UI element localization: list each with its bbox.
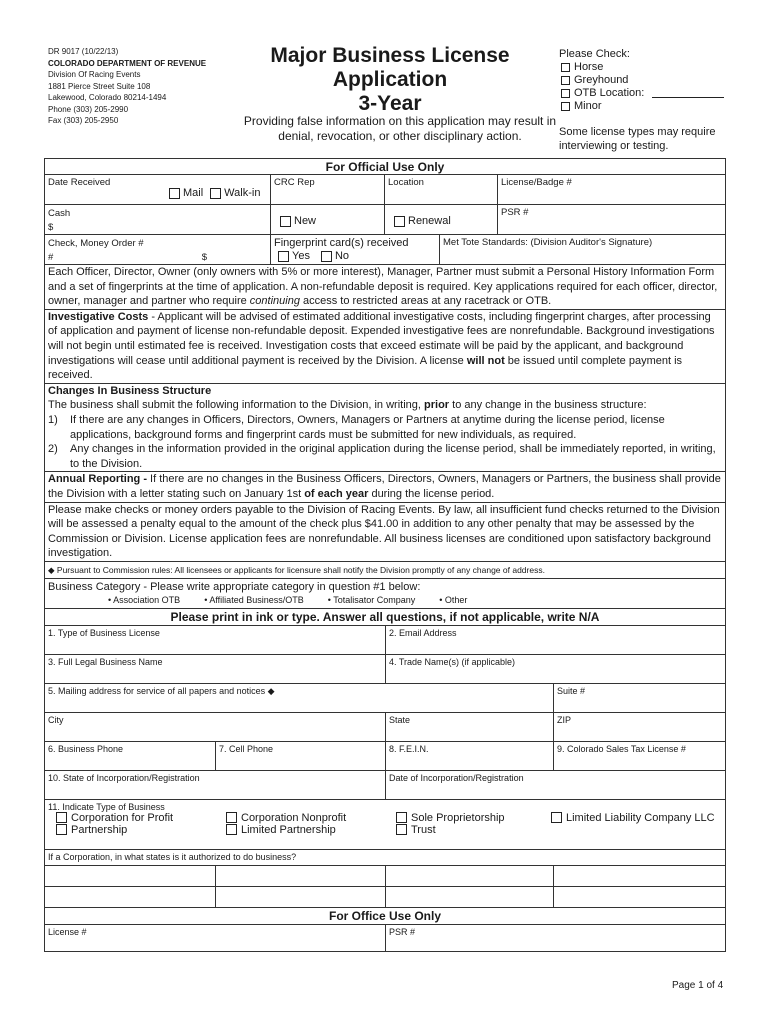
list-text: Any changes in the information provided in the original application during the license period, shall be immediately reported, in writing, to the Division. <box>70 443 716 470</box>
category-option: • Affiliated Business/OTB <box>204 594 304 605</box>
office-license-label: License # <box>48 926 87 937</box>
biz-label: Sole Proprietorship <box>411 811 505 824</box>
office-use-band: For Office Use Only <box>45 908 725 925</box>
suite-field[interactable] <box>554 684 725 712</box>
form-title <box>240 44 540 116</box>
checkbox[interactable] <box>321 251 332 262</box>
p1-text: Each Officer, Director, Owner (only owners with 5% or more interest), Manager, Partner must submit a Personal History Information Form and a set of fingerprints at the time of application. A non-refundable deposit is required. Key applications required for each officer, director, owner, manager and partner who require <box>48 266 718 308</box>
category-option: • Totalisator Company <box>327 594 416 605</box>
check-otb-location[interactable] <box>559 87 739 100</box>
p1-italic: continuing <box>249 295 300 308</box>
corp-state-field[interactable] <box>216 866 386 886</box>
state-label: State <box>389 714 411 725</box>
state-field[interactable] <box>386 713 554 741</box>
corp-states-row <box>45 887 725 908</box>
address-line-1: 1881 Pierce Street Suite 108 <box>48 81 151 91</box>
q-row-6 <box>45 771 725 800</box>
q1-label: 1. Type of Business License <box>48 627 160 638</box>
p2-bold: will not <box>466 354 505 367</box>
checkbox[interactable] <box>396 812 407 823</box>
yes-label: Yes <box>292 250 310 262</box>
checkbox[interactable] <box>551 812 562 823</box>
q6-label: 6. Business Phone <box>48 743 124 754</box>
q-row-1 <box>45 626 725 655</box>
checkbox[interactable] <box>56 824 67 835</box>
personal-history-paragraph <box>45 265 725 310</box>
annual-reporting-paragraph <box>45 472 725 502</box>
met-tote-label: Met Tote Standards: (Division Auditor's Signature) <box>443 237 653 248</box>
city-label: City <box>48 714 64 725</box>
checkbox[interactable] <box>226 812 237 823</box>
biz-label: Corporation Nonprofit <box>241 811 347 824</box>
list-text: If there are any changes in Officers, Directors, Owners, Managers or Partners at anytime during the license period, license applications, background forms and fingerprint cards must be submitted for new individuals, as required. <box>70 413 665 441</box>
phone: Phone (303) 205-2990 <box>48 104 129 114</box>
category-option: • Association OTB <box>108 594 181 605</box>
office-psr-label: PSR # <box>389 926 416 937</box>
p1-end: access to restricted areas at any racetrack or OTB. <box>299 295 552 308</box>
q2-label: 2. Email Address <box>389 627 457 638</box>
q7-label: 7. Cell Phone <box>219 743 274 754</box>
dollar-sign: $ <box>48 222 54 233</box>
new-label: New <box>294 215 317 227</box>
corp-state-field[interactable] <box>386 866 554 886</box>
zip-label: ZIP <box>557 714 572 725</box>
official-row-1 <box>45 175 725 205</box>
office-row <box>45 925 725 951</box>
p3-end: to any change in the business structure: <box>449 399 647 412</box>
p4-heading: Annual Reporting - <box>48 473 147 486</box>
business-phone-field[interactable] <box>45 742 216 770</box>
date-received-label: Date Received <box>48 177 111 188</box>
check-minor[interactable] <box>559 100 739 113</box>
q-row-5 <box>45 742 725 771</box>
renewal-cell[interactable] <box>385 205 498 234</box>
crc-rep-cell[interactable] <box>271 175 385 204</box>
trade-name-field[interactable] <box>386 655 725 683</box>
hash-sign: # <box>48 252 54 263</box>
legal-name-field[interactable] <box>45 655 386 683</box>
fein-field[interactable] <box>386 742 554 770</box>
fingerprint-label: Fingerprint card(s) received <box>274 237 409 249</box>
biz-label: Trust <box>411 823 436 836</box>
check-greyhound[interactable] <box>559 74 739 87</box>
biz-label: Corporation for Profit <box>71 811 174 824</box>
business-type-section <box>45 800 725 850</box>
investigative-costs-paragraph <box>45 310 725 384</box>
fax: Fax (303) 205-2950 <box>48 116 119 125</box>
psr-cell[interactable] <box>498 205 725 234</box>
no-label: No <box>334 250 350 262</box>
official-row-2 <box>45 205 725 235</box>
new-option[interactable] <box>280 215 316 227</box>
cash-cell[interactable] <box>45 205 271 234</box>
list-item <box>48 442 722 471</box>
check-label: Minor <box>574 100 602 112</box>
business-structure-paragraph <box>45 384 725 473</box>
list-number: 1) <box>48 413 58 426</box>
p2-text: - Applicant will be advised of estimated additional investigative costs, including fingerprint charges, after processing of application and payment of license non-refundable deposit. Expended investigative fees are nonrefundable. Background investigations will not begin until estimated fee is received. Investigation costs that exceed estimate will be paid by the applicant, and background investigations will cease until additional payment is received by the Division. A license <box>48 310 715 367</box>
renewal-option[interactable] <box>394 215 451 227</box>
license-badge-cell[interactable] <box>498 175 725 204</box>
p3-text: The business shall submit the following information to the Division, in writing, <box>48 399 425 412</box>
p4-end: during the license period. <box>368 487 495 500</box>
fingerprint-cell[interactable] <box>271 235 440 264</box>
q8-label: 8. F.E.I.N. <box>389 743 429 754</box>
check-horse[interactable] <box>559 61 739 74</box>
print-instructions-band: Please print in ink or type. Answer all questions, if not applicable, write N/A <box>45 609 725 626</box>
date-received-cell[interactable] <box>45 175 271 204</box>
checkbox[interactable] <box>561 76 570 85</box>
fingerprint-options <box>278 250 349 263</box>
checkbox[interactable] <box>280 216 291 227</box>
cell-phone-field[interactable] <box>216 742 386 770</box>
mail-label: Mail <box>183 187 204 199</box>
q-row-3 <box>45 684 725 713</box>
mailing-address-field[interactable] <box>45 684 554 712</box>
business-license-type-field[interactable] <box>45 626 386 654</box>
dollar-sign-2: $ <box>201 252 207 263</box>
form-id: DR 9017 (10/22/13) <box>48 47 119 56</box>
location-cell[interactable] <box>385 175 498 204</box>
corp-states-label: If a Corporation, in what states is it authorized to do business? <box>45 850 725 866</box>
form-frame <box>44 158 726 952</box>
biz-sole-proprietor[interactable] <box>394 812 549 824</box>
biz-corp-profit[interactable] <box>54 812 224 824</box>
checkbox[interactable] <box>561 102 570 111</box>
city-field[interactable] <box>45 713 386 741</box>
cash-label: Cash <box>48 208 71 219</box>
page-number: Page 1 of 4 <box>672 980 724 991</box>
license-badge-label: License/Badge # <box>501 177 572 188</box>
corp-state-field[interactable] <box>386 887 554 907</box>
address-change-notice: ◆ Pursuant to Commission rules: All licensees or applicants for licensure shall notify the Division promptly of any change of address. <box>45 562 725 579</box>
interview-note: Some license types may require interviewing or testing. <box>559 126 716 152</box>
p2-heading: Investigative Costs <box>48 310 149 323</box>
payment-paragraph: Please make checks or money orders payable to the Division of Racing Events. By law, all insufficient fund checks returned to the Division will be assessed a penalty equal to the amount of the check plus $41.00 in addition to any other penalty that may be assessed by the Commission or Division. License application fees are nonrefundable. All business licenses are conditioned upon satisfactory background investigation. <box>45 503 725 562</box>
corp-state-field[interactable] <box>216 887 386 907</box>
address-line-2: Lakewood, Colorado 80214-1494 <box>48 93 167 102</box>
corp-state-field[interactable] <box>45 866 216 886</box>
office-license-field[interactable] <box>45 925 386 951</box>
office-psr-field[interactable] <box>386 925 725 951</box>
q9-label: 9. Colorado Sales Tax License # <box>557 743 686 754</box>
title-line-3: 3-Year <box>358 92 422 115</box>
check-money-order-cell[interactable] <box>45 235 271 264</box>
met-tote-cell[interactable] <box>440 235 725 264</box>
sales-tax-license-field[interactable] <box>554 742 725 770</box>
title-line-1: Major Business License <box>270 44 510 67</box>
biz-trust[interactable] <box>394 824 549 836</box>
check-label: Horse <box>574 61 604 73</box>
state-of-incorporation-field[interactable] <box>45 771 386 799</box>
title-line-2: Application <box>332 68 448 91</box>
psr-label: PSR # <box>501 207 529 218</box>
license-type-checks <box>559 48 739 153</box>
please-check-label: Please Check: <box>559 48 630 60</box>
checkbox[interactable] <box>396 824 407 835</box>
official-row-3 <box>45 235 725 265</box>
checkbox[interactable] <box>210 188 221 199</box>
checkbox[interactable] <box>561 63 570 72</box>
category-label: Business Category - Please write appropriate category in question #1 below: <box>48 580 421 593</box>
biz-limited-partnership[interactable] <box>224 824 394 836</box>
department-name: COLORADO DEPARTMENT OF REVENUE <box>48 58 207 68</box>
checkbox[interactable] <box>278 251 289 262</box>
q3-label: 3. Full Legal Business Name <box>48 656 163 667</box>
false-info-warning: Providing false information on this application may result in denial, revocation, or other disciplinary action. <box>243 114 557 143</box>
location-label: Location <box>388 177 424 188</box>
category-options <box>48 594 722 607</box>
biz-label: Limited Partnership <box>241 823 336 836</box>
checkbox[interactable] <box>169 188 180 199</box>
q4-label: 4. Trade Name(s) (if applicable) <box>389 656 516 667</box>
p4-bold: of each year <box>304 487 369 500</box>
category-option: • Other <box>439 594 468 605</box>
check-label: OTB Location: <box>574 87 645 99</box>
checkbox[interactable] <box>561 89 570 98</box>
q10-label: 10. State of Incorporation/Registration <box>48 772 200 783</box>
p4-text: If there are no changes in the Business Officers, Directors, Owners, Managers or Partners, the business shall provide the Division with a letter stating such on January 1st <box>48 473 721 500</box>
department-block <box>48 46 206 127</box>
mail-option[interactable] <box>169 187 260 199</box>
corp-state-field[interactable] <box>45 887 216 907</box>
renewal-label: Renewal <box>408 215 451 227</box>
division-name: Division Of Racing Events <box>48 70 141 79</box>
business-category <box>45 579 725 609</box>
suite-label: Suite # <box>557 685 586 696</box>
biz-label: Limited Liability Company LLC <box>566 811 715 824</box>
corp-states-row <box>45 866 725 887</box>
walk-in-label: Walk-in <box>224 187 261 199</box>
biz-partnership[interactable] <box>54 824 224 836</box>
date-inc-label: Date of Incorporation/Registration <box>389 772 524 783</box>
check-label: Greyhound <box>574 74 629 86</box>
p3-heading: Changes In Business Structure <box>48 384 212 397</box>
email-field[interactable] <box>386 626 725 654</box>
checkbox[interactable] <box>394 216 405 227</box>
official-use-band: For Official Use Only <box>45 159 725 175</box>
list-number: 2) <box>48 443 58 456</box>
q11-label: 11. Indicate Type of Business <box>48 801 165 812</box>
biz-llc[interactable] <box>549 812 719 824</box>
crc-rep-label: CRC Rep <box>274 177 315 188</box>
q5-label: 5. Mailing address for service of all papers and notices ◆ <box>48 685 275 696</box>
checkbox[interactable] <box>226 824 237 835</box>
p3-bold: prior <box>424 399 450 412</box>
corp-state-field[interactable] <box>554 887 725 907</box>
business-type-options <box>48 812 722 836</box>
new-cell[interactable] <box>271 205 385 234</box>
date-of-incorporation-field[interactable] <box>386 771 725 799</box>
otb-location-field[interactable] <box>652 89 724 98</box>
zip-field[interactable] <box>554 713 725 741</box>
check-money-order-label: Check, Money Order # <box>48 238 144 249</box>
q-row-2 <box>45 655 725 684</box>
p2-end: be issued until complete payment is received. <box>48 354 683 382</box>
list-item <box>48 413 722 442</box>
q-row-4 <box>45 713 725 742</box>
biz-corp-nonprofit[interactable] <box>224 812 394 824</box>
corp-state-field[interactable] <box>554 866 725 886</box>
biz-label: Partnership <box>71 823 128 836</box>
checkbox[interactable] <box>56 812 67 823</box>
